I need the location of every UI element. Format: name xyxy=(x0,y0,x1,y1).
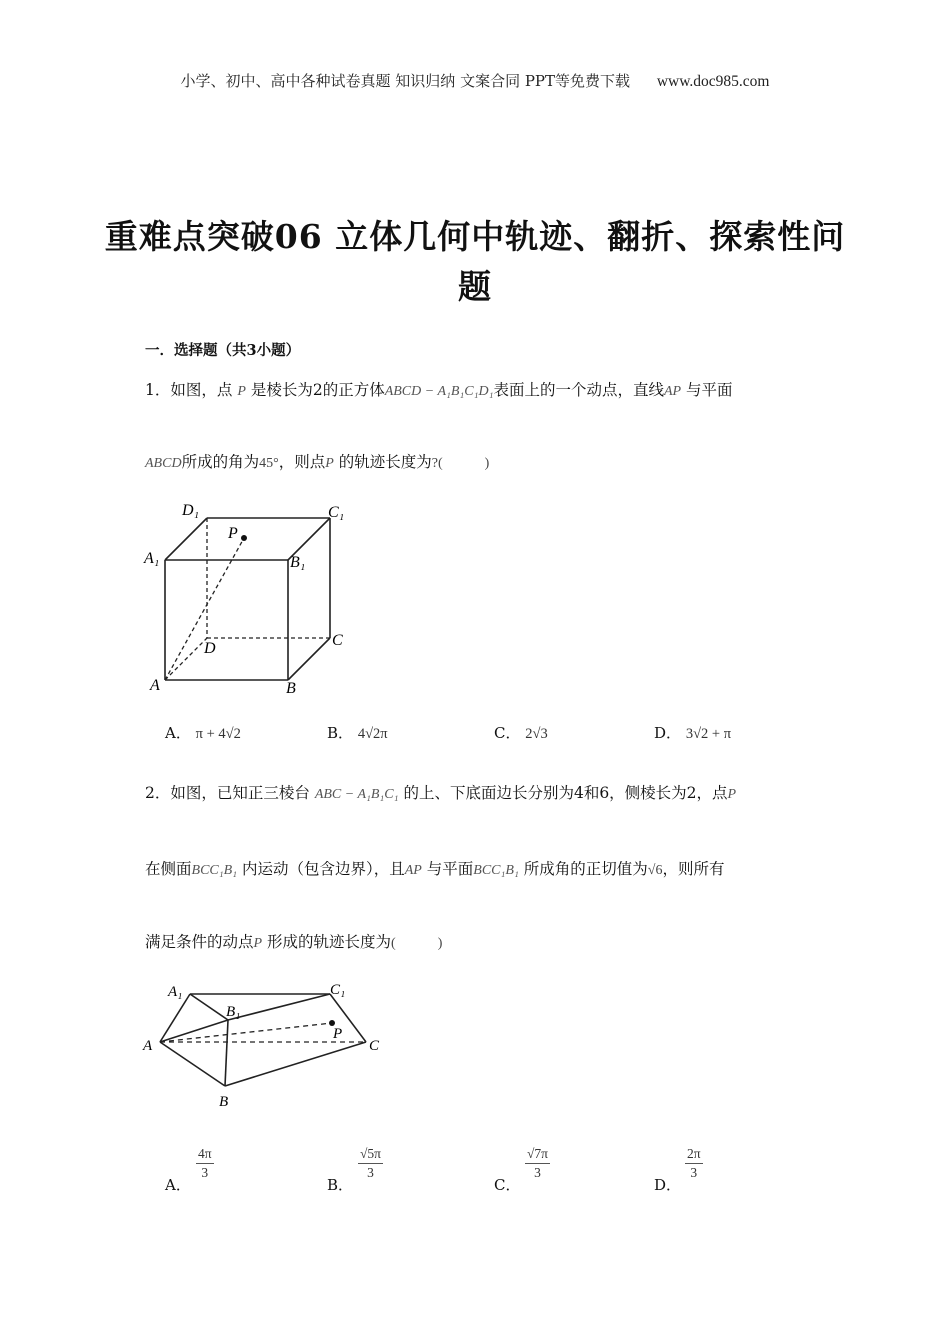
q1-option-d[interactable]: D． 3√2 + π xyxy=(654,724,732,742)
q2-option-a-fraction: $\frac{4\pi}{3}$ xyxy=(198,1146,212,1180)
label-p: P xyxy=(228,525,238,542)
q1-line-2: ABCD所成的角为45°，则点P 的轨迹长度为?( ) xyxy=(145,453,490,471)
label-b: B xyxy=(286,680,296,697)
label-p: P xyxy=(333,1026,343,1042)
label-a: A xyxy=(150,677,160,694)
q1-option-b[interactable]: B． 4√2π xyxy=(327,724,388,742)
q1-cube-figure xyxy=(140,495,370,705)
label-c1: C₁ xyxy=(330,982,346,998)
q2-option-c-fraction: $\frac{√7\pi}{3}$ xyxy=(527,1146,548,1180)
label-c1: C₁ xyxy=(328,504,345,521)
q1-option-a[interactable]: A． π + 4√2 xyxy=(165,724,241,742)
page-title: 重难点突破06 立体几何中轨迹、翻折、探索性问题 xyxy=(104,217,846,306)
q2-option-d[interactable]: D． xyxy=(654,1176,682,1194)
q2-option-d-fraction: $\frac{2\pi}{3}$ xyxy=(687,1146,701,1180)
page-header xyxy=(0,70,950,91)
q2-line-3: 满足条件的动点P 形成的轨迹长度为( ) xyxy=(145,933,443,951)
q2-line-2: 在侧面BCC₁B₁ 内运动（包含边界），且AP 与平面BCC₁B₁ 所成角的正切值为√6，则所有 xyxy=(145,860,725,878)
label-a: A xyxy=(143,1038,153,1054)
label-b1: B₁ xyxy=(290,554,306,571)
label-b: B xyxy=(219,1094,229,1110)
q2-option-b[interactable]: B． xyxy=(327,1176,354,1194)
q2-line-1: 2．如图，已知正三棱台 ABC − A₁B₁C₁ 的上、下底面边长分别为4和6，侧棱长为2，点P xyxy=(145,784,737,802)
q1-line-1: 1．如图，点 P 是棱长为2的正方体ABCD − A₁B₁C₁D₁表面上的一个动点，直线AP 与平面 xyxy=(145,381,733,399)
label-d: D xyxy=(204,640,216,657)
q2-option-c[interactable]: C． xyxy=(494,1176,521,1194)
q2-frustum-figure xyxy=(140,972,400,1112)
label-c: C xyxy=(332,632,343,649)
q2-option-a[interactable]: A． xyxy=(165,1176,191,1194)
q2-option-b-fraction: $\frac{√5\pi}{3}$ xyxy=(360,1146,381,1180)
label-a1: A₁ xyxy=(168,984,183,1000)
point-p xyxy=(241,535,247,541)
label-d1: D₁ xyxy=(182,502,200,519)
header-tagline: 小学、初中、高中各种试卷真题 知识归纳 文案合同 PPT等免费下载 xyxy=(180,72,631,90)
label-a1: A₁ xyxy=(144,550,160,567)
q1-option-c[interactable]: C． 2√3 xyxy=(494,724,548,742)
label-c: C xyxy=(369,1038,380,1054)
header-site[interactable]: www.doc985.com xyxy=(656,73,770,90)
section-heading: 一．选择题（共3小题） xyxy=(145,342,301,359)
label-b1: B₁ xyxy=(226,1004,241,1020)
